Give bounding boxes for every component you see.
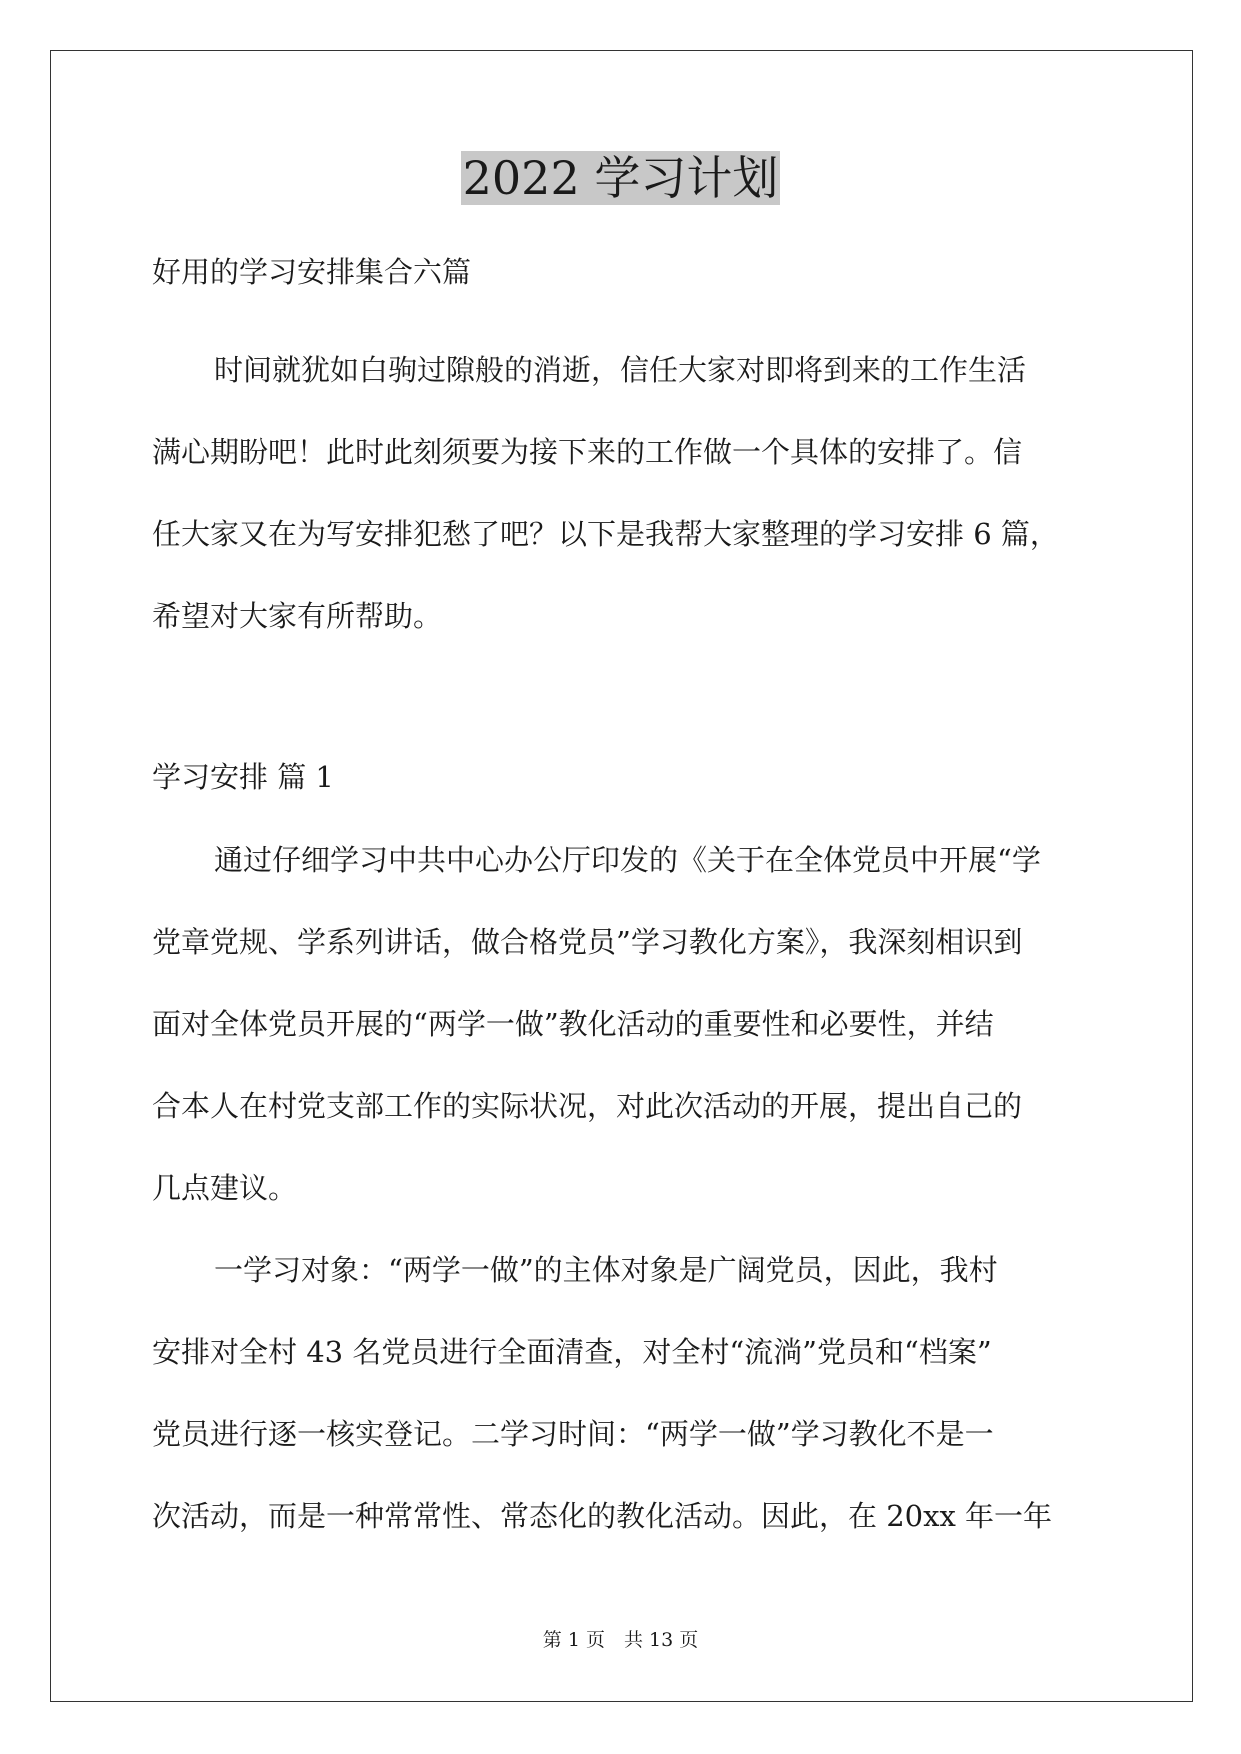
subtitle-line: 好用的学习安排集合六篇 bbox=[152, 255, 472, 289]
body-line: 党章党规、学系列讲话，做合格党员”学习教化方案》，我深刻相识到 bbox=[152, 925, 1023, 959]
section-heading: 学习安排 篇 1 bbox=[152, 760, 334, 794]
body-line: 满心期盼吧！此时此刻须要为接下来的工作做一个具体的安排了。信 bbox=[152, 435, 1023, 469]
body-line: 几点建议。 bbox=[152, 1171, 298, 1205]
body-line: 通过仔细学习中共中心办公厅印发的《关于在全体党员中开展“学 bbox=[214, 843, 1041, 877]
body-line: 时间就犹如白驹过隙般的消逝，信任大家对即将到来的工作生活 bbox=[214, 353, 1027, 387]
body-line: 任大家又在为写安排犯愁了吧？以下是我帮大家整理的学习安排 6 篇， bbox=[152, 517, 1059, 551]
body-line: 安排对全村 43 名党员进行全面清查，对全村“流淌”党员和“档案” bbox=[152, 1335, 992, 1369]
body-line: 希望对大家有所帮助。 bbox=[152, 599, 443, 633]
body-line: 面对全体党员开展的“两学一做”教化活动的重要性和必要性，并结 bbox=[152, 1007, 994, 1041]
body-line: 合本人在村党支部工作的实际状况，对此次活动的开展，提出自己的 bbox=[152, 1089, 1023, 1123]
document-title-text: 2022 学习计划 bbox=[462, 151, 779, 205]
body-line: 一学习对象：“两学一做”的主体对象是广阔党员，因此，我村 bbox=[214, 1253, 998, 1287]
page-footer: 第 1 页 共 13 页 bbox=[542, 1629, 699, 1651]
body-line: 党员进行逐一核实登记。二学习时间：“两学一做”学习教化不是一 bbox=[152, 1417, 994, 1451]
body-line: 次活动，而是一种常常性、常态化的教化活动。因此，在 20xx 年一年 bbox=[152, 1499, 1053, 1533]
document-title bbox=[0, 148, 1241, 208]
